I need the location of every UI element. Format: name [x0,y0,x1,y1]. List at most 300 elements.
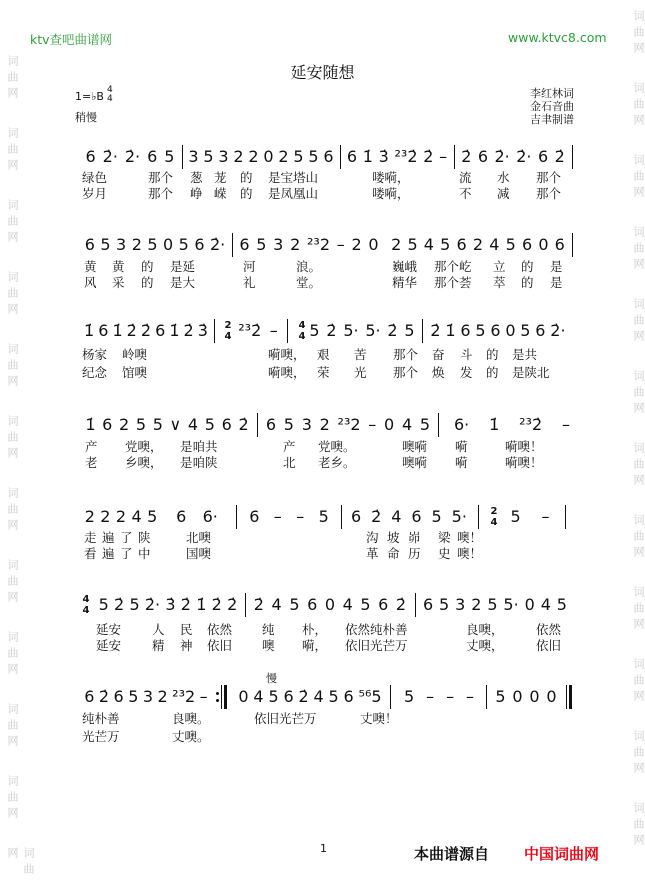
watermark-text: 词曲网 [6,775,19,823]
note: 4 [313,687,324,706]
note: 2̇ [140,321,152,340]
lyric-segment: 馆噢 [122,365,148,380]
lyric-segment: 的 [240,186,253,201]
note: 5 [268,687,279,706]
note: 0 [238,687,249,706]
note: 2 [278,147,289,166]
extension-dash: – [466,687,475,706]
note: 5 [256,235,267,254]
note: 5 [147,235,158,254]
lyric-segment: 河 [243,259,256,274]
watermark-text: 词曲网 [6,343,19,391]
thick-line [569,685,572,709]
lyric-segment: 杨家 [82,347,108,362]
final-barline [566,685,578,709]
time-signature-denominator: 4 [490,517,498,528]
lyric-segment: 那个荟 [434,275,472,290]
extension-dash: – [446,687,455,706]
barline [454,145,455,169]
barline [390,685,391,709]
note: 1̇ [362,147,373,166]
note: 1̇ [112,321,123,340]
note: 5 [505,235,516,254]
barline [214,319,215,343]
note: 6 [411,507,422,526]
measure [444,414,580,436]
watermark-text: 词曲网 [6,199,19,247]
note: 4 [401,415,413,434]
watermark-text: 词曲网 [632,658,645,706]
lyric-segment: 的 [141,259,154,274]
lyric-segment: 产 [283,439,296,454]
time-signature-denominator: 4 [107,94,113,104]
extension-dash: – [562,415,571,434]
note: 3 [116,235,127,254]
song-title: 延安随想 [290,63,355,82]
lyric-segment: 民 [180,622,193,637]
note: 3 [218,147,229,166]
note: 2 [115,507,127,526]
note: ²³2 [172,687,196,706]
lyric-segment: 产 [85,439,98,454]
note: 6 [249,507,260,526]
note: 6 [378,595,389,614]
note: 3 [273,235,284,254]
lyric-segment: 中 [138,546,151,561]
page-number: 1 [320,842,327,855]
watermark-text: 词曲网 [632,298,645,346]
note: 4 [342,595,353,614]
note: 0 [505,321,516,340]
note: 6 [98,321,109,340]
lyric-segment: 延安 [96,638,122,653]
extension-dash: – [541,507,550,526]
extension-dash: – [439,147,448,166]
lyric-segment: 嗬噢！ [505,439,543,454]
note: 6 [283,687,294,706]
lyric-segment: 那个 [393,365,419,380]
note: 2̇· [494,147,510,166]
note: 2̇ [238,415,249,434]
lyric-segment: 依旧光芒万 [254,711,317,726]
note: 0 [512,687,523,706]
note: 5 [360,595,371,614]
lyric-segment: 北噢 [186,530,212,545]
lyric-segment: 革 [366,546,379,561]
time-signature-numerator: 2 [224,320,232,331]
note: 5 [495,687,506,706]
note: 2̇ [326,321,337,340]
thick-line [224,685,227,709]
lyric-segment: 水 [497,170,510,185]
transcriber-credit: 吉聿制谱 [530,113,574,126]
lyric-segment: 是延 [170,259,196,274]
extension-dash: – [269,321,278,340]
note: 2̇· [209,235,226,254]
note: 5 [419,415,431,434]
note: 5 [403,687,415,706]
note: 2 [157,687,168,706]
barline [572,145,573,169]
note: 3̇ [378,147,389,166]
note: 5 [98,595,109,614]
measure [82,146,178,168]
measure [234,320,282,342]
lyric-segment: 梁 [438,530,451,545]
note: 5 [204,415,215,434]
watermark-text: 词曲网 [632,730,645,778]
note: 1̇ [196,595,207,614]
note: 5 [520,321,531,340]
note: 5 [129,595,140,614]
note: 5· [343,321,359,340]
note: 1̇ [85,415,96,434]
note: 0 [263,147,274,166]
note: 4 [540,595,551,614]
note: 6 [535,321,546,340]
lyric-segment: 国噢 [186,546,212,561]
watermark-text: 词曲网 [6,415,19,463]
note: 2 [100,507,111,526]
lyric-segment: 嗬噢， [268,365,306,380]
lyric-segment: 风 [84,275,97,290]
note: 6 [477,147,489,166]
note: 5 [431,507,442,526]
time-signature [107,86,113,104]
site-name-left: ktv查吧曲谱网 [30,32,113,47]
lyric-segment: 发 [460,365,473,380]
watermark-text: 词曲网 [632,82,645,130]
extension-dash: – [296,507,305,526]
note: 6 [422,595,434,614]
measure [500,506,560,528]
lyric-segment: 党噢， [125,439,163,454]
lyric-segment: 走 [84,530,97,545]
lyric-segment: 岭噢 [122,347,148,362]
barline [257,413,258,437]
note: 3 [455,595,466,614]
note: 2̇· [550,321,566,340]
watermark-text: 词曲网 [6,631,19,679]
measure [96,594,240,616]
note: 0 [538,235,549,254]
time-signature-denominator: 4 [224,331,232,342]
note: 6 [239,235,250,254]
note: 1̇ [169,321,180,340]
note: 6 [456,235,467,254]
note: 2 [233,147,244,166]
time-signature [222,319,234,343]
measure [346,506,472,528]
lyric-segment: 遍 [102,546,115,561]
lyric-segment: 峥 [190,186,203,201]
lyric-segment: 精 [152,638,165,653]
note: 6· [453,415,470,434]
note: 2̇ [554,147,565,166]
measure [186,146,336,168]
note: 0 [163,235,174,254]
measure [236,686,384,708]
repeat-dot [216,692,219,695]
lyric-segment: 嗬噢！ [505,455,543,470]
lyric-segment: 焕 [432,365,445,380]
lyric-segment: 萃 [493,275,506,290]
note: 5 [487,595,498,614]
lyric-segment: 嗬， [302,638,328,653]
lyric-segment: 是大 [170,275,196,290]
note: 5 [128,687,139,706]
barline [182,145,183,169]
note: 5 [203,147,214,166]
barline [422,319,423,343]
watermark-text: 词曲网 [632,10,645,58]
note: 2̇ [395,595,407,614]
breath-mark: ∨ [169,415,182,434]
note: 5 [178,235,189,254]
lyric-segment: 岁月 [82,186,108,201]
note: 6 [307,595,318,614]
note: 0 [546,687,557,706]
source-label: 本曲谱源自 [414,845,490,863]
note: 6 [176,507,187,526]
note: 2̇· [102,147,118,166]
lyric-segment: 礼 [243,275,256,290]
lyric-segment: 噢嗬 [402,439,428,454]
note: 5 [135,415,147,434]
note: 2̇ [227,595,238,614]
lyric-segment: 的 [486,365,499,380]
lyric-segment: 嗬 [455,455,468,470]
key-signature: 1=♭B [75,90,104,103]
lyric-segment: 的 [141,275,154,290]
lyric-segment: 北 [283,455,296,470]
barline [572,233,573,257]
time-signature-denominator: 4 [82,605,90,616]
note: 4 [489,235,500,254]
note: 4 [131,507,142,526]
note: 6 [537,147,549,166]
note: 1̇ [445,321,456,340]
lyric-segment: 苦 [354,347,367,362]
lyric-segment: 噢 [262,638,275,653]
lyric-segment: 是咱陕 [180,455,218,470]
source-site: 中国词曲网 [524,845,600,863]
lyric-segment: 陕 [138,530,151,545]
note: 2 [248,147,259,166]
note: 6 [323,147,334,166]
note: 5 [510,507,521,526]
note: ⁵⁶5 [358,687,382,706]
measure [492,686,560,708]
note: 6 [194,235,205,254]
note: 3 [142,687,154,706]
barline [287,319,288,343]
note: 0 [324,595,336,614]
watermark-text: 词曲网 [6,847,35,879]
note: 2̇ [371,507,382,526]
note: 6 [147,147,158,166]
barline [232,233,233,257]
measure [306,320,418,342]
note: 0 [368,235,379,254]
note: 6 [221,415,232,434]
note: 6 [155,321,166,340]
note: 6 [265,415,277,434]
note: 5 [100,235,111,254]
lyric-segment: 良噢， [466,622,504,637]
lyric-segment: 依旧光芒万 [345,638,408,653]
lyric-segment: 精华 [392,275,418,290]
barline [486,685,487,709]
lyric-segment: 史 [438,546,451,561]
lyric-segment: 不 [459,186,472,201]
note: 5 [440,235,451,254]
lyric-segment: 那个 [148,186,174,201]
lyric-segment: 老乡。 [318,455,356,470]
note: 2̇ [114,595,125,614]
note: 2̇ [183,321,194,340]
extension-dash: – [368,415,377,434]
lyric-segment: 奋 [432,347,445,362]
lyric-segment: 那个屹 [434,259,472,274]
lyric-segment: 命 [387,546,400,561]
note: 2̇ [423,147,434,166]
lyric-segment: 丈噢。 [172,729,210,744]
barline [415,593,416,617]
lyric-segment: 那个 [148,170,174,185]
lyric-segment: 噢嗬 [402,455,428,470]
note: 5 [308,147,319,166]
lyric-segment: 依旧 [536,638,562,653]
note: 2̇· [144,595,161,614]
lyric-segment: 延安 [96,622,122,637]
note: ²³2 [337,415,361,434]
lyric-segment: 的 [240,170,253,185]
note: 5· [503,595,519,614]
lyric-segment: 历 [408,546,421,561]
note: 5 [439,595,450,614]
note: 2̇ [211,595,222,614]
note: 0 [529,687,540,706]
lyric-segment: 是咱共 [180,439,218,454]
lyric-segment: 神 [180,638,193,653]
note: 5 [407,235,418,254]
note: 6 [102,415,113,434]
note: 3 [188,147,199,166]
measure [458,146,568,168]
lyric-segment: 葱 [190,170,203,185]
lyric-segment: 嗬噢， [268,347,306,362]
note: 0 [384,415,395,434]
lyric-segment: 噢！ [457,530,483,545]
note: 6 [346,147,358,166]
lyric-segment: 丈噢， [466,638,504,653]
lyric-segment: 黄 [112,259,125,274]
note: 2 [472,235,484,254]
note: 3̇ [165,595,176,614]
lyric-segment: 喽嗬， [372,186,410,201]
note: 2̇ [298,687,309,706]
note: 2̇ [126,321,137,340]
measure [82,320,210,342]
barline [341,505,342,529]
lyric-segment: 峁 [408,530,421,545]
watermark-text: 词曲网 [6,55,19,103]
lyric-segment: 是凤凰山 [268,186,319,201]
note: 5· [451,507,467,526]
note: 2 [391,235,402,254]
note: 2 [471,595,482,614]
note: 5 [152,415,163,434]
lyric-segment: 是宝塔山 [268,170,319,185]
note: 3̇ [197,321,208,340]
lyric-segment: 是共 [512,347,538,362]
tempo-change-marking: 慢 [266,672,277,685]
barline [438,413,439,437]
lyric-segment: 斗 [460,347,473,362]
note: 6 [113,687,124,706]
note: 2̇ [461,147,472,166]
note: 6· [202,507,218,526]
note: 5 [475,321,486,340]
lyric-segment: 的 [486,347,499,362]
time-signature-numerator: 4 [298,320,306,331]
lyric-segment: 了 [120,546,133,561]
note: 2 [84,507,95,526]
note: 6 [460,321,471,340]
note: 5 [289,595,300,614]
note: 5· [365,321,381,340]
lyric-segment: 立 [493,259,506,274]
note: 4 [391,507,402,526]
barline [340,145,341,169]
lyric-segment: 纯 [262,622,275,637]
lyric-segment: 茏 [214,170,227,185]
measure [428,320,568,342]
note: ²³2̇ [238,321,262,340]
lyric-segment: 乡噢， [125,455,163,470]
note: 2̇ [253,595,264,614]
note: 6 [84,687,95,706]
lyric-segment: 是陕北 [512,365,550,380]
note: 5 [293,147,304,166]
lyric-segment: 人 [152,622,165,637]
barline [245,593,246,617]
measure [82,506,160,528]
lyric-segment: 朴， [302,622,328,637]
note: ²³2 [306,235,330,254]
repeat-end-barline [216,685,228,709]
note: 2̇· [516,147,532,166]
lyric-segment: 堂。 [296,275,322,290]
note: 5 [309,321,320,340]
note: 5 [318,507,329,526]
lyric-segment: 的 [521,275,534,290]
lyric-segment: 老 [85,455,98,470]
extension-dash: – [199,687,208,706]
lyric-segment: 流 [459,170,472,185]
lyric-segment: 噢！ [457,546,483,561]
watermark-text: 词曲网 [632,802,645,850]
time-signature-denominator: 4 [298,331,306,342]
note: 6 [84,235,95,254]
lyric-segment: 那个 [536,186,562,201]
note: 5 [164,147,175,166]
lyric-segment: 绿色 [82,170,108,185]
note: 2 [351,235,362,254]
measure [236,234,382,256]
extension-dash: – [273,507,282,526]
